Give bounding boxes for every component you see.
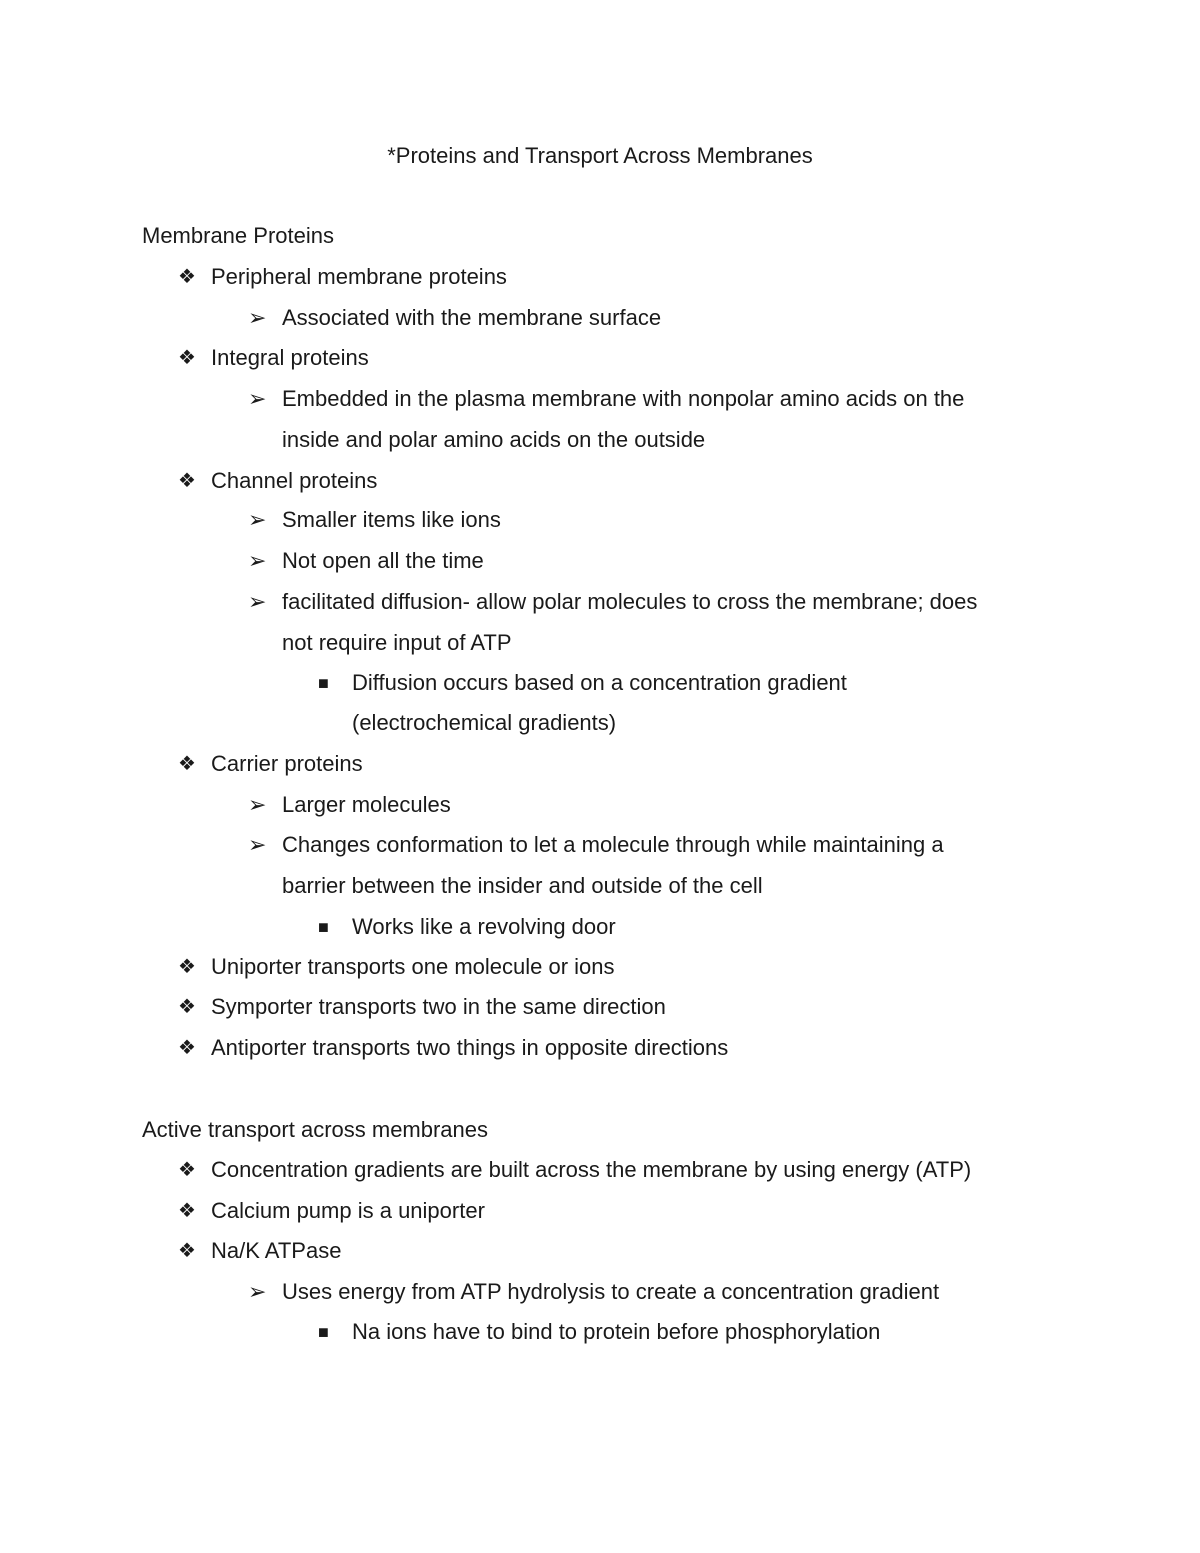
list-item-text: Channel proteins xyxy=(211,468,378,493)
list-item-text: Carrier proteins xyxy=(211,751,363,776)
sub-item-text: Changes conformation to let a molecule through while maintaining a xyxy=(282,832,944,857)
arrow-bullet-icon: ➢ xyxy=(248,548,267,573)
arrow-bullet-icon: ➢ xyxy=(248,589,267,614)
arrow-bullet-icon: ➢ xyxy=(248,507,267,532)
arrow-bullet-icon: ➢ xyxy=(248,305,267,330)
section-heading-active-transport: Active transport across membranes xyxy=(142,1117,489,1142)
list-item-text: Concentration gradients are built across the membrane by using energy (ATP) xyxy=(211,1157,972,1182)
sub-item-text: Associated with the membrane surface xyxy=(282,305,662,330)
sub-item-text: not require input of ATP xyxy=(282,630,512,655)
arrow-bullet-icon: ➢ xyxy=(248,792,267,817)
diamond-bullet-icon: ❖ xyxy=(178,470,196,492)
square-bullet-icon: ■ xyxy=(318,673,329,693)
sub-item-text: Embedded in the plasma membrane with nonpolar amino acids on the xyxy=(282,386,965,411)
sub-sub-item-text: (electrochemical gradients) xyxy=(352,710,617,735)
sub-item-text: barrier between the insider and outside of the cell xyxy=(282,873,763,898)
list-item-text: Peripheral membrane proteins xyxy=(211,264,507,289)
diamond-bullet-icon: ❖ xyxy=(178,1037,196,1059)
list-item-text: Integral proteins xyxy=(211,345,369,370)
sub-item-text: facilitated diffusion- allow polar molecules to cross the membrane; does xyxy=(282,589,978,614)
diamond-bullet-icon: ❖ xyxy=(178,996,196,1018)
sub-item-text: Larger molecules xyxy=(282,792,451,817)
sub-sub-item-text: Na ions have to bind to protein before phosphorylation xyxy=(352,1319,881,1344)
diamond-bullet-icon: ❖ xyxy=(178,1159,196,1181)
arrow-bullet-icon: ➢ xyxy=(248,1279,267,1304)
list-item-text: Symporter transports two in the same direction xyxy=(211,994,666,1019)
list-item-text: Uniporter transports one molecule or ions xyxy=(211,954,615,979)
document-title: *Proteins and Transport Across Membranes xyxy=(387,143,813,168)
diamond-bullet-icon: ❖ xyxy=(178,753,196,775)
list-item-text: Calcium pump is a uniporter xyxy=(211,1198,485,1223)
square-bullet-icon: ■ xyxy=(318,917,329,937)
diamond-bullet-icon: ❖ xyxy=(178,956,196,978)
diamond-bullet-icon: ❖ xyxy=(178,266,196,288)
sub-item-text: Not open all the time xyxy=(282,548,484,573)
diamond-bullet-icon: ❖ xyxy=(178,1200,196,1222)
sub-item-text: inside and polar amino acids on the outside xyxy=(282,427,706,452)
section-heading-membrane-proteins: Membrane Proteins xyxy=(142,223,334,248)
diamond-bullet-icon: ❖ xyxy=(178,1240,196,1262)
sub-sub-item-text: Diffusion occurs based on a concentration gradient xyxy=(352,670,847,695)
diamond-bullet-icon: ❖ xyxy=(178,347,196,369)
list-item-text: Antiporter transports two things in opposite directions xyxy=(211,1035,729,1060)
arrow-bullet-icon: ➢ xyxy=(248,832,267,857)
sub-item-text: Smaller items like ions xyxy=(282,507,501,532)
list-item-text: Na/K ATPase xyxy=(211,1238,342,1263)
arrow-bullet-icon: ➢ xyxy=(248,386,267,411)
sub-sub-item-text: Works like a revolving door xyxy=(352,914,616,939)
sub-item-text: Uses energy from ATP hydrolysis to create a concentration gradient xyxy=(282,1279,940,1304)
square-bullet-icon: ■ xyxy=(318,1322,329,1342)
